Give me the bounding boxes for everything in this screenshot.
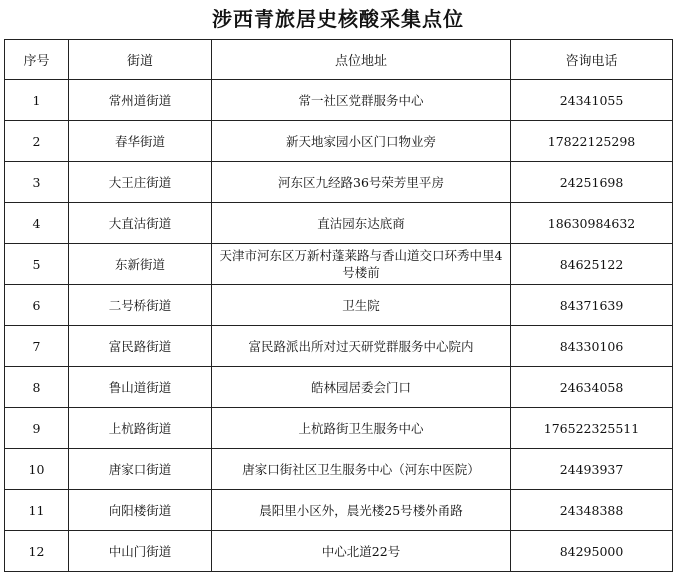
cell-address: 晨阳里小区外，晨光楼25号楼外甬路	[212, 490, 511, 531]
cell-street: 上杭路街道	[69, 408, 212, 449]
cell-address: 富民路派出所对过天研党群服务中心院内	[212, 326, 511, 367]
cell-seq: 9	[5, 408, 69, 449]
cell-street: 大直沽街道	[69, 203, 212, 244]
cell-seq: 1	[5, 80, 69, 121]
table-header-row	[5, 40, 673, 80]
table-row	[5, 203, 673, 244]
cell-street: 常州道街道	[69, 80, 212, 121]
cell-address: 卫生院	[212, 285, 511, 326]
cell-seq: 2	[5, 121, 69, 162]
cell-seq: 4	[5, 203, 69, 244]
cell-street: 二号桥街道	[69, 285, 212, 326]
cell-address: 河东区九经路36号荣芳里平房	[212, 162, 511, 203]
table-row	[5, 162, 673, 203]
header-address: 点位地址	[212, 40, 511, 80]
sampling-sites-table	[4, 39, 673, 572]
cell-address: 皓林园居委会门口	[212, 367, 511, 408]
table-row	[5, 490, 673, 531]
cell-seq: 12	[5, 531, 69, 572]
page-title: 涉西青旅居史核酸采集点位	[212, 7, 464, 31]
table-row	[5, 531, 673, 572]
header-seq: 序号	[5, 40, 69, 80]
cell-street: 东新街道	[69, 244, 212, 285]
table-row	[5, 326, 673, 367]
table-row	[5, 367, 673, 408]
cell-seq: 5	[5, 244, 69, 285]
cell-phone: 24341055	[511, 80, 673, 121]
cell-seq: 10	[5, 449, 69, 490]
cell-street: 唐家口街道	[69, 449, 212, 490]
cell-address: 中心北道22号	[212, 531, 511, 572]
cell-address: 上杭路街卫生服务中心	[212, 408, 511, 449]
cell-phone: 24251698	[511, 162, 673, 203]
cell-seq: 7	[5, 326, 69, 367]
cell-seq: 3	[5, 162, 69, 203]
cell-phone: 17822125298	[511, 121, 673, 162]
cell-phone: 84295000	[511, 531, 673, 572]
cell-seq: 8	[5, 367, 69, 408]
cell-address: 唐家口街社区卫生服务中心（河东中医院）	[212, 449, 511, 490]
table-row	[5, 408, 673, 449]
cell-street: 中山门街道	[69, 531, 212, 572]
cell-address: 常一社区党群服务中心	[212, 80, 511, 121]
header-phone: 咨询电话	[511, 40, 673, 80]
header-street: 街道	[69, 40, 212, 80]
table-row	[5, 80, 673, 121]
cell-phone: 24493937	[511, 449, 673, 490]
cell-phone: 24634058	[511, 367, 673, 408]
cell-street: 向阳楼街道	[69, 490, 212, 531]
cell-phone: 84330106	[511, 326, 673, 367]
cell-street: 富民路街道	[69, 326, 212, 367]
cell-seq: 11	[5, 490, 69, 531]
cell-address: 直沽园东达底商	[212, 203, 511, 244]
cell-street: 大王庄街道	[69, 162, 212, 203]
cell-street: 春华街道	[69, 121, 212, 162]
cell-street: 鲁山道街道	[69, 367, 212, 408]
cell-phone: 84371639	[511, 285, 673, 326]
cell-phone: 176522325511	[511, 408, 673, 449]
table-row	[5, 121, 673, 162]
cell-address: 新天地家园小区门口物业旁	[212, 121, 511, 162]
table-row	[5, 449, 673, 490]
table-row	[5, 244, 673, 285]
table-row	[5, 285, 673, 326]
cell-phone: 24348388	[511, 490, 673, 531]
cell-phone: 84625122	[511, 244, 673, 285]
cell-phone: 18630984632	[511, 203, 673, 244]
cell-address: 天津市河东区万新村蓬莱路与香山道交口环秀中里4号楼前	[212, 244, 511, 285]
cell-seq: 6	[5, 285, 69, 326]
